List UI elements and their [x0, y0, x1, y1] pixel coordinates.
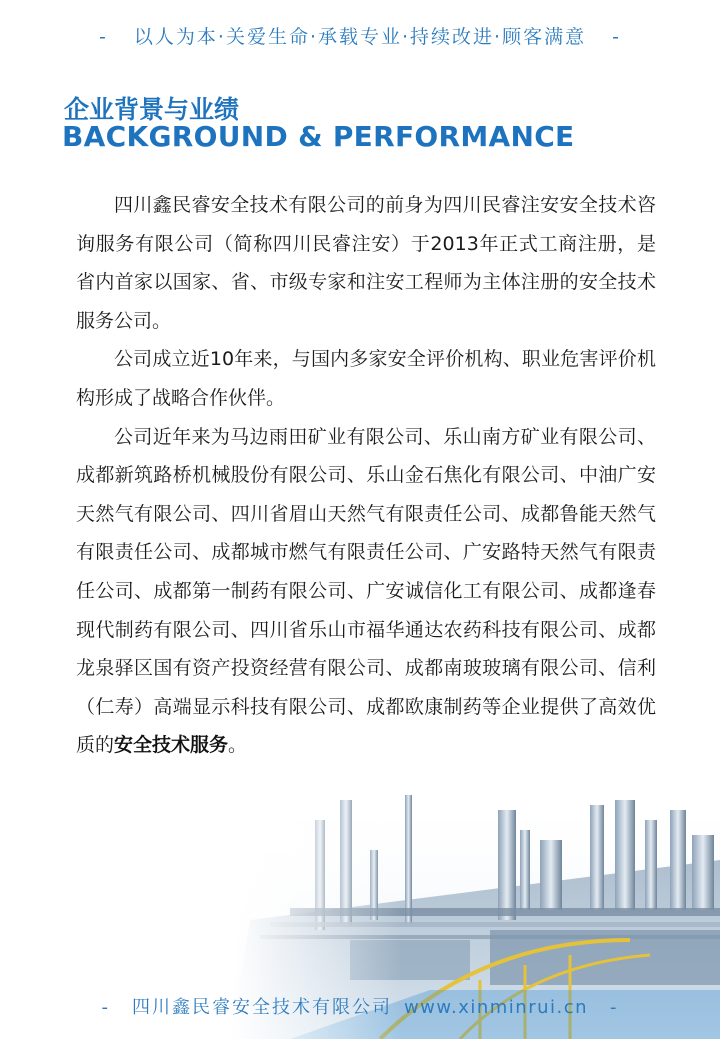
paragraph-3-end: 。 [228, 734, 248, 757]
paragraph-2: 公司成立近10年来，与国内多家安全评价机构、职业危害评价机构形成了战略合作伙伴。 [76, 348, 656, 409]
slogan-dash-right: - [612, 26, 621, 48]
header-slogan [0, 22, 720, 49]
body-text [76, 186, 656, 765]
section-title-en: BACKGROUND & PERFORMANCE [62, 120, 575, 153]
slogan-dash-left: - [99, 26, 108, 48]
paragraph-1: 四川鑫民睿安全技术有限公司的前身为四川民睿注安安全技术咨询服务有限公司（简称四川民睿注安）于2013年正式工商注册，是省内首家以国家、省、市级专家和注安工程师为主体注册的安全技术服务公司。 [76, 194, 656, 332]
paragraph-3-text: 公司近年来为马边雨田矿业有限公司、乐山南方矿业有限公司、成都新筑路桥机械股份有限公司、乐山金石焦化有限公司、中油广安天然气有限公司、四川省眉山天然气有限责任公司、成都鲁能天然气有限责任公司、成都城市燃气有限责任公司、广安路特天然气有限责任公司、成都第一制药有限公司、广安诚信化工有限公司、成都逢春现代制药有限公司、四川省乐山市福华通达农药科技有限公司、成都龙泉驿区国有资产投资经营有限公司、成都南玻玻璃有限公司、信利（仁寿）高端显示科技有限公司、成都欧康制药等企业提供了高效优质的 [76, 425, 656, 757]
paragraph-3 [76, 418, 656, 765]
slogan-text: 以人为本·关爱生命·承载专业·持续改进·顾客满意 [133, 26, 587, 48]
paragraph-3-bold: 安全技术服务 [114, 734, 229, 757]
footer-dash-right: - [610, 997, 619, 1018]
footer [0, 993, 720, 1019]
footer-url[interactable]: www.xinminrui.cn [403, 997, 589, 1018]
footer-dash-left: - [101, 997, 110, 1018]
footer-company: 四川鑫民睿安全技术有限公司 [131, 997, 392, 1018]
section-title-cn: 企业背景与业绩 [64, 95, 240, 124]
